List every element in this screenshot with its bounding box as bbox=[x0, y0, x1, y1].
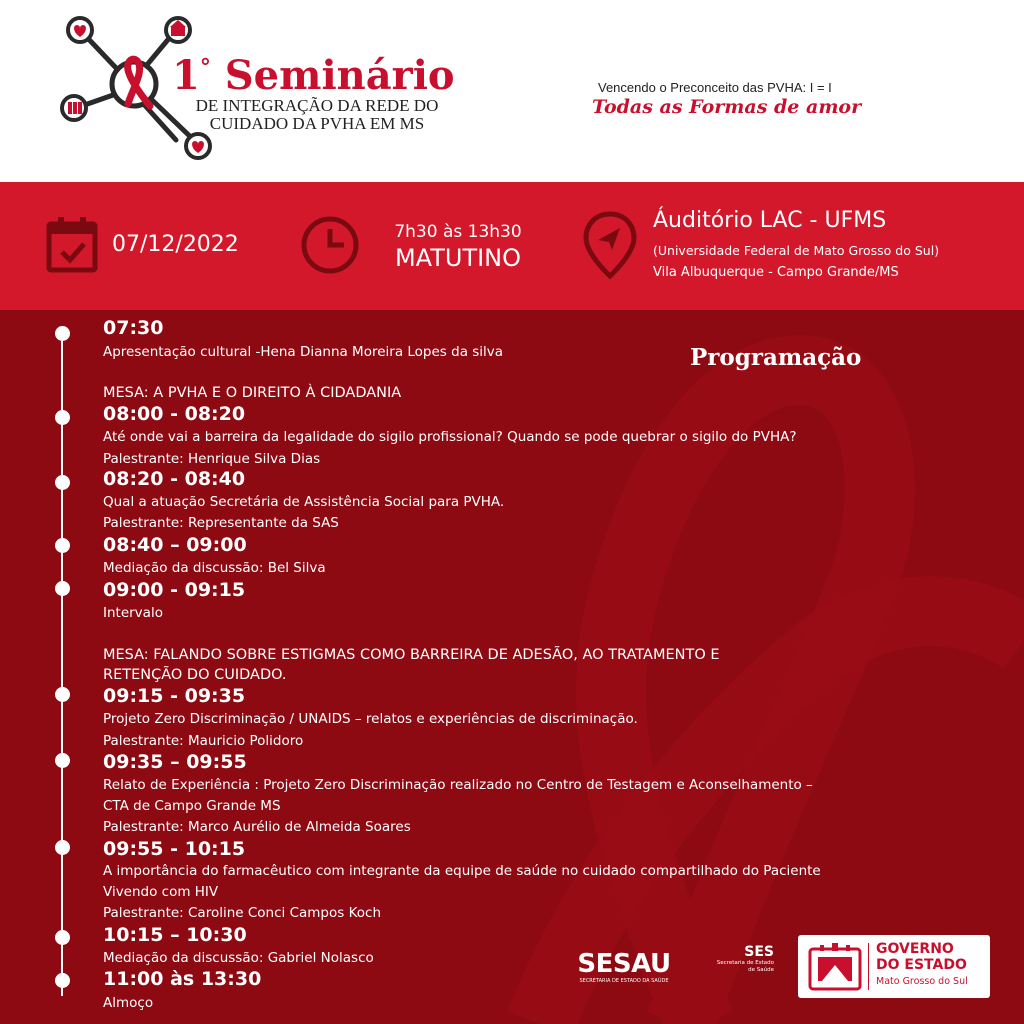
clock-icon bbox=[300, 215, 360, 275]
schedule-speaker: Palestrante: Mauricio Polidoro bbox=[103, 733, 304, 749]
timeline-dot bbox=[55, 410, 70, 425]
schedule-time: 11:00 às 13:30 bbox=[103, 968, 262, 990]
panel-heading: RETENÇÃO DO CUIDADO. bbox=[103, 667, 287, 683]
schedule-time: 10:15 – 10:30 bbox=[103, 924, 247, 946]
timeline-dot bbox=[55, 687, 70, 702]
header bbox=[0, 0, 1024, 182]
timeline-dot bbox=[55, 973, 70, 988]
schedule-time: 08:20 - 08:40 bbox=[103, 468, 246, 490]
calendar-icon bbox=[46, 216, 98, 274]
timeline-dot bbox=[55, 930, 70, 945]
schedule-description: Qual a atuação Secretária de Assistência Social para PVHA. bbox=[103, 494, 505, 510]
schedule-speaker: Palestrante: Caroline Conci Campos Koch bbox=[103, 905, 382, 921]
schedule-description: Relato de Experiência : Projeto Zero Discriminação realizado no Centro de Testagem e Aconselhamento – bbox=[103, 777, 813, 793]
sesau-logo: SESAU SECRETARIA DE ESTADO DA SAÚDE bbox=[577, 949, 671, 984]
schedule-description: Almoço bbox=[103, 995, 154, 1011]
schedule-description: Intervalo bbox=[103, 605, 163, 621]
schedule-time: 08:40 – 09:00 bbox=[103, 534, 247, 556]
divider bbox=[868, 943, 869, 990]
event-date: 07/12/2022 bbox=[112, 232, 239, 257]
schedule-time: 07:30 bbox=[103, 317, 164, 339]
schedule-time: 09:35 – 09:55 bbox=[103, 751, 247, 773]
timeline-dot bbox=[55, 326, 70, 341]
seminar-subtitle: DE INTEGRAÇÃO DA REDE DO CUIDADO DA PVHA EM MS bbox=[195, 96, 439, 133]
schedule-description: Projeto Zero Discriminação / UNAIDS – relatos e experiências de discriminação. bbox=[103, 711, 638, 727]
schedule-description: Até onde vai a barreira da legalidade do sigilo profissional? Quando se pode quebrar o sigilo do PVHA? bbox=[103, 429, 797, 445]
gov-name: GOVERNO bbox=[876, 941, 954, 957]
schedule-description: Mediação da discussão: Gabriel Nolasco bbox=[103, 950, 374, 966]
location-pin-icon bbox=[582, 210, 638, 280]
schedule-time: 09:55 - 10:15 bbox=[103, 838, 246, 860]
program-title: Programação bbox=[690, 344, 862, 371]
schedule-time: 09:15 - 09:35 bbox=[103, 685, 246, 707]
tagline: Vencendo o Preconceito das PVHA: I = I bbox=[598, 80, 832, 95]
schedule-time: 08:00 - 08:20 bbox=[103, 403, 246, 425]
timeline-dot bbox=[55, 581, 70, 596]
timeline-dot bbox=[55, 840, 70, 855]
seminar-title: 1° Seminário bbox=[172, 52, 455, 99]
timeline-dot bbox=[55, 538, 70, 553]
timeline-dot bbox=[55, 753, 70, 768]
tagline-highlight: Todas as Formas de amor bbox=[592, 96, 862, 118]
timeline-dot bbox=[55, 475, 70, 490]
schedule-description: Apresentação cultural -Hena Dianna Moreira Lopes da silva bbox=[103, 344, 504, 360]
venue-full-name: (Universidade Federal de Mato Grosso do Sul) bbox=[653, 243, 940, 258]
venue-location: Vila Albuquerque - Campo Grande/MS bbox=[653, 265, 899, 280]
schedule-speaker: Palestrante: Marco Aurélio de Almeida Soares bbox=[103, 819, 411, 835]
venue-name: Áuditório LAC - UFMS bbox=[653, 208, 887, 233]
event-time: 7h30 às 13h30 bbox=[394, 222, 522, 242]
schedule-description: Vivendo com HIV bbox=[103, 884, 219, 900]
panel-heading: MESA: A PVHA E O DIREITO À CIDADANIA bbox=[103, 385, 402, 401]
schedule-speaker: Palestrante: Representante da SAS bbox=[103, 515, 339, 531]
panel-heading: MESA: FALANDO SOBRE ESTIGMAS COMO BARREIRA DE ADESÃO, AO TRATAMENTO E bbox=[103, 647, 720, 663]
schedule-speaker: Palestrante: Henrique Silva Dias bbox=[103, 451, 321, 467]
gov-state: Mato Grosso do Sul bbox=[876, 976, 968, 987]
schedule-description: A importância do farmacêutico com integrante da equipe de saúde no cuidado compartilhado do Paciente bbox=[103, 863, 821, 879]
schedule-description: CTA de Campo Grande MS bbox=[103, 798, 281, 814]
state-coat-of-arms-icon bbox=[808, 941, 862, 993]
schedule-time: 09:00 - 09:15 bbox=[103, 579, 246, 601]
schedule-description: Mediação da discussão: Bel Silva bbox=[103, 560, 326, 576]
event-shift: MATUTINO bbox=[394, 244, 522, 272]
gov-name: DO ESTADO bbox=[876, 957, 967, 973]
government-logo bbox=[798, 935, 990, 998]
ses-logo: SES Secretaria de Estado de Saúde bbox=[716, 944, 774, 973]
timeline-line bbox=[61, 332, 63, 996]
